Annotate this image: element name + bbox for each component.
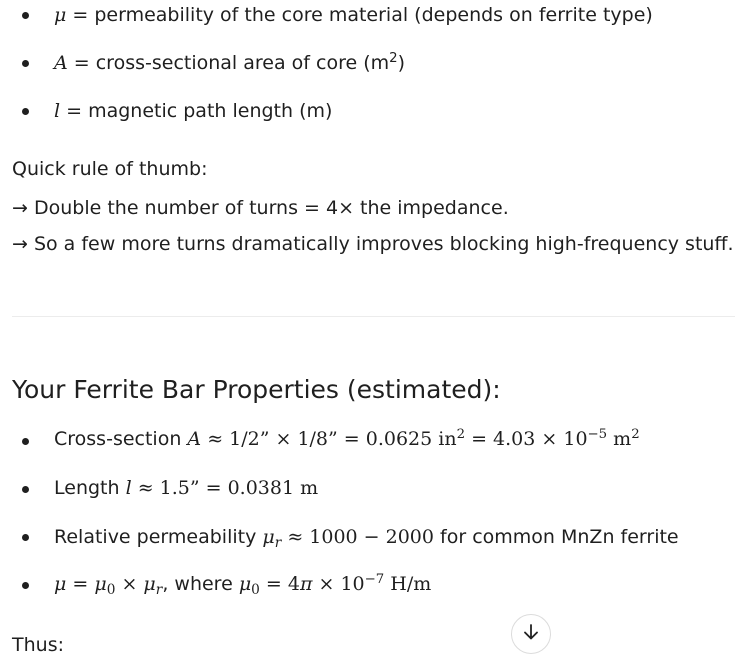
bullet: [22, 108, 29, 115]
subscript: r: [274, 535, 282, 552]
definition-area: [54, 52, 405, 74]
property-mu-formula: [54, 571, 432, 599]
definition-tail: ): [397, 52, 406, 74]
bullet: [22, 486, 29, 493]
superscript: −5: [587, 426, 608, 442]
scroll-down-button[interactable]: [511, 614, 551, 654]
property-label: Relative permeability: [54, 526, 263, 548]
arrow-down-icon: [522, 623, 540, 646]
rule-title: Quick rule of thumb:: [12, 158, 208, 180]
bullet: [22, 12, 29, 19]
rule-line-1: → Double the number of turns = 4× the impedance.: [12, 197, 509, 219]
math-expression: ≈ 1.5” = 0.0381 m: [131, 477, 319, 499]
rule-line-2: → So a few more turns dramatically improves blocking high-frequency stuff.: [12, 233, 734, 255]
subscript: 0: [106, 582, 116, 599]
property-text: , where: [162, 573, 239, 595]
definition-mu: [54, 4, 653, 26]
bullet: [22, 582, 29, 589]
symbol-a: A: [187, 428, 202, 450]
symbol-mu: μ: [143, 573, 156, 595]
superscript: 2: [631, 426, 640, 442]
symbol-mu: μ: [94, 573, 107, 595]
symbol-l: l: [125, 477, 132, 499]
thus-text: Thus:: [12, 634, 64, 656]
math-expression: ×: [115, 573, 144, 595]
definition-length: [54, 100, 332, 122]
math-expression: m: [607, 428, 632, 450]
math-expression: ≈ 1000 − 2000: [281, 526, 434, 548]
bullet: [22, 60, 29, 67]
property-label: Cross-section: [54, 428, 188, 450]
math-expression: = 4.03 × 10: [465, 428, 588, 450]
symbol-mu: μ: [262, 526, 275, 548]
definition-text: = cross-sectional area of core (m: [67, 52, 390, 74]
symbol-mu: μ: [238, 573, 252, 595]
symbol-mu: μ: [54, 4, 67, 26]
section-heading: Your Ferrite Bar Properties (estimated):: [12, 375, 501, 404]
subscript: r: [155, 582, 163, 599]
math-expression: = 4: [259, 573, 300, 595]
property-permeability: [54, 526, 679, 552]
math-expression: × 10: [312, 573, 365, 595]
subscript: 0: [251, 582, 260, 599]
symbol-a: A: [54, 52, 68, 74]
math-expression: ≈ 1/2” × 1/8” = 0.0625 in: [201, 428, 457, 450]
definition-text: = magnetic path length (m): [60, 100, 333, 122]
math-expression: H/m: [384, 573, 432, 595]
bullet: [22, 438, 29, 445]
superscript: −7: [364, 571, 385, 587]
property-cross-section: [54, 428, 640, 450]
symbol-pi: π: [299, 573, 313, 595]
property-tail: for common MnZn ferrite: [434, 526, 679, 548]
superscript: 2: [456, 426, 466, 442]
symbol-mu: μ: [54, 573, 67, 595]
math-expression: =: [66, 573, 95, 595]
divider: [12, 316, 735, 317]
property-label: Length: [54, 477, 126, 499]
bullet: [22, 534, 29, 541]
definition-text: = permeability of the core material (depends on ferrite type): [66, 4, 653, 26]
property-length: [54, 477, 318, 499]
symbol-l: l: [54, 100, 61, 122]
superscript: 2: [389, 50, 398, 66]
